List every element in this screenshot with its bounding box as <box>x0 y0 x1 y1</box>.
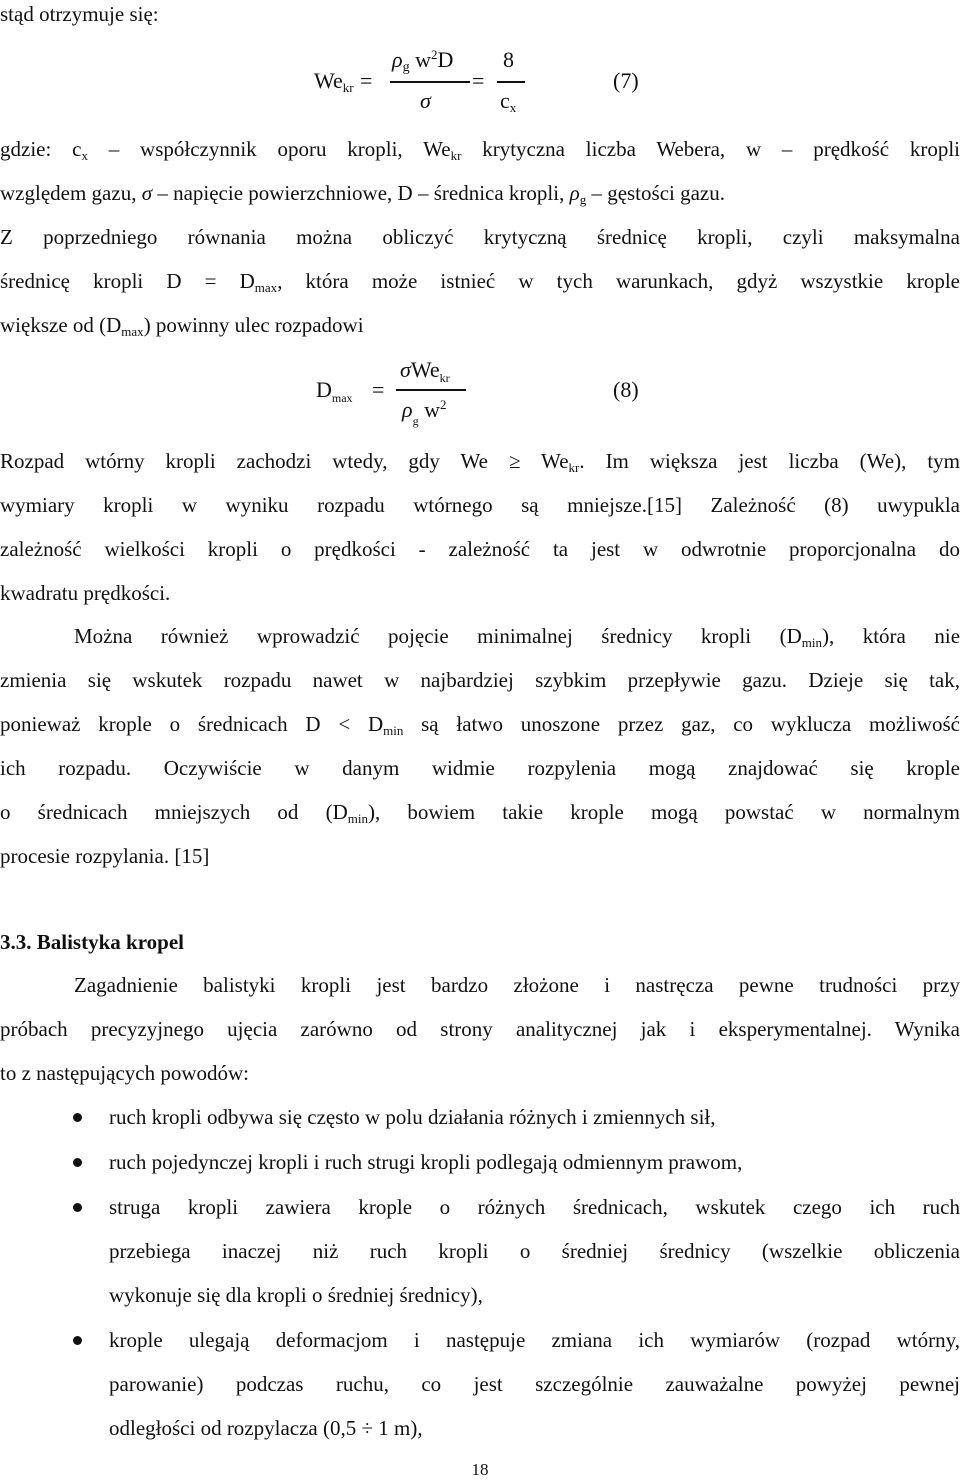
para2-line2 <box>0 493 960 518</box>
eq7-fraction-bar-1 <box>390 81 470 83</box>
eq8-num-sub: kr <box>439 371 450 385</box>
para1-line1 <box>0 137 960 162</box>
eq8-lhs-D: D <box>316 377 332 402</box>
para1-l4-a: średnicę kropli D = D <box>0 269 255 293</box>
bullet-4-line1 <box>109 1328 960 1353</box>
para3-l1-a: Można również wprowadzić pojęcie minimalnej średnicy kropli (D <box>74 624 802 648</box>
bullet-3-line1 <box>109 1195 960 1220</box>
eq7-lhs <box>314 68 354 94</box>
para3-l5-b: ), bowiem takie krople mogą powstać w normalnym <box>368 800 960 824</box>
para1-l1-a: gdzie: c <box>0 137 82 161</box>
eq7-num2: 8 <box>503 47 514 72</box>
para1-l4-b: , która może istnieć w tych warunkach, gdyż wszystkie krople <box>277 269 960 293</box>
section-l1: Zagadnienie balistyki kropli jest bardzo złożone i nastręcza pewne trudności przy <box>74 973 960 997</box>
eq7-num1-g: g <box>402 60 410 75</box>
section-line3 <box>0 1061 960 1086</box>
eq7-num1-D: D <box>437 47 454 72</box>
section-heading <box>0 930 960 955</box>
eq7-num1-exp: 2 <box>430 47 438 62</box>
bullet-3-line3 <box>109 1283 960 1308</box>
bullet-3-l3: wykonuje się dla kropli o średniej średnicy), <box>109 1283 483 1307</box>
para3-line3 <box>0 712 960 737</box>
bullet-2-line1 <box>109 1150 960 1175</box>
eq7-den2 <box>500 88 516 114</box>
eq7-lhs-sub: kr <box>342 80 354 95</box>
para1-line4 <box>0 269 960 294</box>
para2-l1-geq: ≥ <box>508 449 521 473</box>
para2-l1-sub: kr <box>568 460 580 475</box>
eq8-num <box>400 357 450 383</box>
para3-line4 <box>0 756 960 781</box>
para1-l2-sub: g <box>579 192 587 207</box>
para1-l2-sigma: σ <box>141 181 153 205</box>
eq8-number: (8) <box>613 377 639 402</box>
eq7-fraction-bar-2 <box>497 81 525 83</box>
eq7-equals-2: = <box>472 68 485 93</box>
eq8-lhs <box>316 377 353 403</box>
para2-line3 <box>0 537 960 562</box>
para1-l1-b: – współczynnik oporu kropli, We <box>87 137 451 161</box>
bullet-dot-3 <box>73 1203 82 1212</box>
para1-line5 <box>0 313 960 338</box>
para2-l1-a: Rozpad wtórny kropli zachodzi wtedy, gdy We <box>0 449 509 473</box>
bullet-4-l2: parowanie) podczas ruchu, co jest szczególnie zauważalne powyżej pewnej <box>109 1372 960 1396</box>
para3-line5 <box>0 800 960 825</box>
page-number-text: 18 <box>471 1460 489 1479</box>
para3-line2 <box>0 668 960 693</box>
eq7-num1-w: w <box>415 47 431 72</box>
bullet-3-l1: struga kropli zawiera krople o różnych średnicach, wskutek czego ich ruch <box>109 1195 960 1219</box>
eq8-num-we: We <box>410 357 440 382</box>
eq8-fraction-bar <box>396 389 466 391</box>
bullet-1-line1 <box>109 1105 960 1130</box>
bullet-3-line2 <box>109 1239 960 1264</box>
para1-l2-b: – napięcie powierzchniowe, D – średnica kropli, <box>152 181 570 205</box>
para3-l2: zmienia się wskutek rozpadu nawet w najbardziej szybkim przepływie gazu. Dzieje się tak, <box>0 668 960 692</box>
para1-line2 <box>0 181 960 206</box>
para2-l1-b: We <box>520 449 569 473</box>
bullet-4-line3 <box>109 1416 960 1441</box>
eq7-lhs-we: We <box>314 68 343 93</box>
para1-l4-sub: max <box>254 280 278 295</box>
bullet-2-text: ruch pojedynczej kropli i ruch strugi kropli podlegają odmiennym prawom, <box>109 1150 743 1174</box>
para2-l3: zależność wielkości kropli o prędkości - zależność ta jest w odwrotnie proporcjonalna do <box>0 537 960 561</box>
para1-l2-rho: ρ <box>569 181 580 205</box>
eq8-lhs-sub: max <box>331 391 353 405</box>
bullet-4-line2 <box>109 1372 960 1397</box>
eq8-den <box>402 397 447 428</box>
para3-l1-b: ), która nie <box>821 624 960 648</box>
para3-l6: procesie rozpylania. [15] <box>0 844 210 868</box>
intro-label: stąd otrzymuje się: <box>0 2 159 26</box>
eq7-num1-rho: ρ <box>392 47 403 72</box>
eq7-den1: σ <box>420 88 431 113</box>
eq7-num1 <box>392 47 453 73</box>
bullet-dot-4 <box>73 1336 82 1345</box>
para1-l5-sub: max <box>121 324 144 339</box>
para1-l1-c: krytyczna liczba Webera, w – prędkość kropli <box>461 137 960 161</box>
eq8-den-g: g <box>412 414 419 428</box>
section-l3: to z następujących powodów: <box>0 1061 250 1085</box>
para3-l5-sub: min <box>347 811 368 826</box>
para2-line4 <box>0 581 960 606</box>
para1-l5-a: większe od (D <box>0 313 122 337</box>
para1-l2-a: względem gazu, <box>0 181 142 205</box>
para2-l1-c: . Im większa jest liczba (We), tym <box>579 449 960 473</box>
section-line2 <box>0 1017 960 1042</box>
bullet-4-l3: odległości od rozpylacza (0,5 ÷ 1 m), <box>109 1416 423 1440</box>
eq8-den-rho: ρ <box>402 397 413 422</box>
para3-l5-a: o średnicach mniejszych od (D <box>0 800 348 824</box>
bullet-dot-1 <box>73 1113 82 1122</box>
para1-l5-b: ) powinny ulec rozpadowi <box>143 313 364 337</box>
para1-l3: Z poprzedniego równania można obliczyć krytyczną średnicę kropli, czyli maksymalna <box>0 225 960 249</box>
para3-l3-a: ponieważ krople o średnicach D < D <box>0 712 384 736</box>
section-line1 <box>74 973 960 998</box>
bullet-1-text: ruch kropli odbywa się często w polu działania różnych i zmiennych sił, <box>109 1105 716 1129</box>
para1-l2-c: – gęstości gazu. <box>586 181 725 205</box>
eq8-den-w: w <box>424 397 440 422</box>
eq7-equals-1: = <box>360 68 373 93</box>
eq7-number: (7) <box>613 68 639 93</box>
para3-l3-b: są łatwo unoszone przez gaz, co wyklucza możliwość <box>403 712 960 736</box>
para3-line1 <box>74 624 960 649</box>
page-number <box>0 1460 960 1480</box>
bullet-4-l1: krople ulegają deformacjom i następuje zmiana ich wymiarów (rozpad wtórny, <box>109 1328 960 1352</box>
para1-l1-sub1: x <box>81 148 88 163</box>
section-l2: próbach precyzyjnego ujęcia zarówno od strony analitycznej jak i eksperymentalnej. Wynika <box>0 1017 960 1041</box>
para3-l1-sub: min <box>801 635 822 650</box>
para3-l3-sub: min <box>383 723 404 738</box>
bullet-dot-2 <box>73 1158 82 1167</box>
para3-line6 <box>0 844 960 869</box>
para2-l4: kwadratu prędkości. <box>0 581 171 605</box>
para1-l1-sub2: kr <box>450 148 462 163</box>
para1-line3 <box>0 225 960 250</box>
eq8-den-exp: 2 <box>439 397 447 412</box>
section-heading-text: 3.3. Balistyka kropel <box>0 930 184 954</box>
para2-l2: wymiary kropli w wyniku rozpadu wtórnego są mniejsze.[15] Zależność (8) uwypukla <box>0 493 960 517</box>
para3-l4: ich rozpadu. Oczywiście w danym widmie rozpylenia mogą znajdować się krople <box>0 756 960 780</box>
eq8-equals: = <box>372 377 385 402</box>
para2-line1 <box>0 449 960 474</box>
eq7-den2-c: c <box>500 88 510 113</box>
eq7-den2-sub: x <box>509 100 517 115</box>
eq8-num-sigma: σ <box>400 357 411 382</box>
bullet-3-l2: przebiega inaczej niż ruch kropli o średniej średnicy (wszelkie obliczenia <box>109 1239 960 1263</box>
intro-text <box>0 2 960 27</box>
